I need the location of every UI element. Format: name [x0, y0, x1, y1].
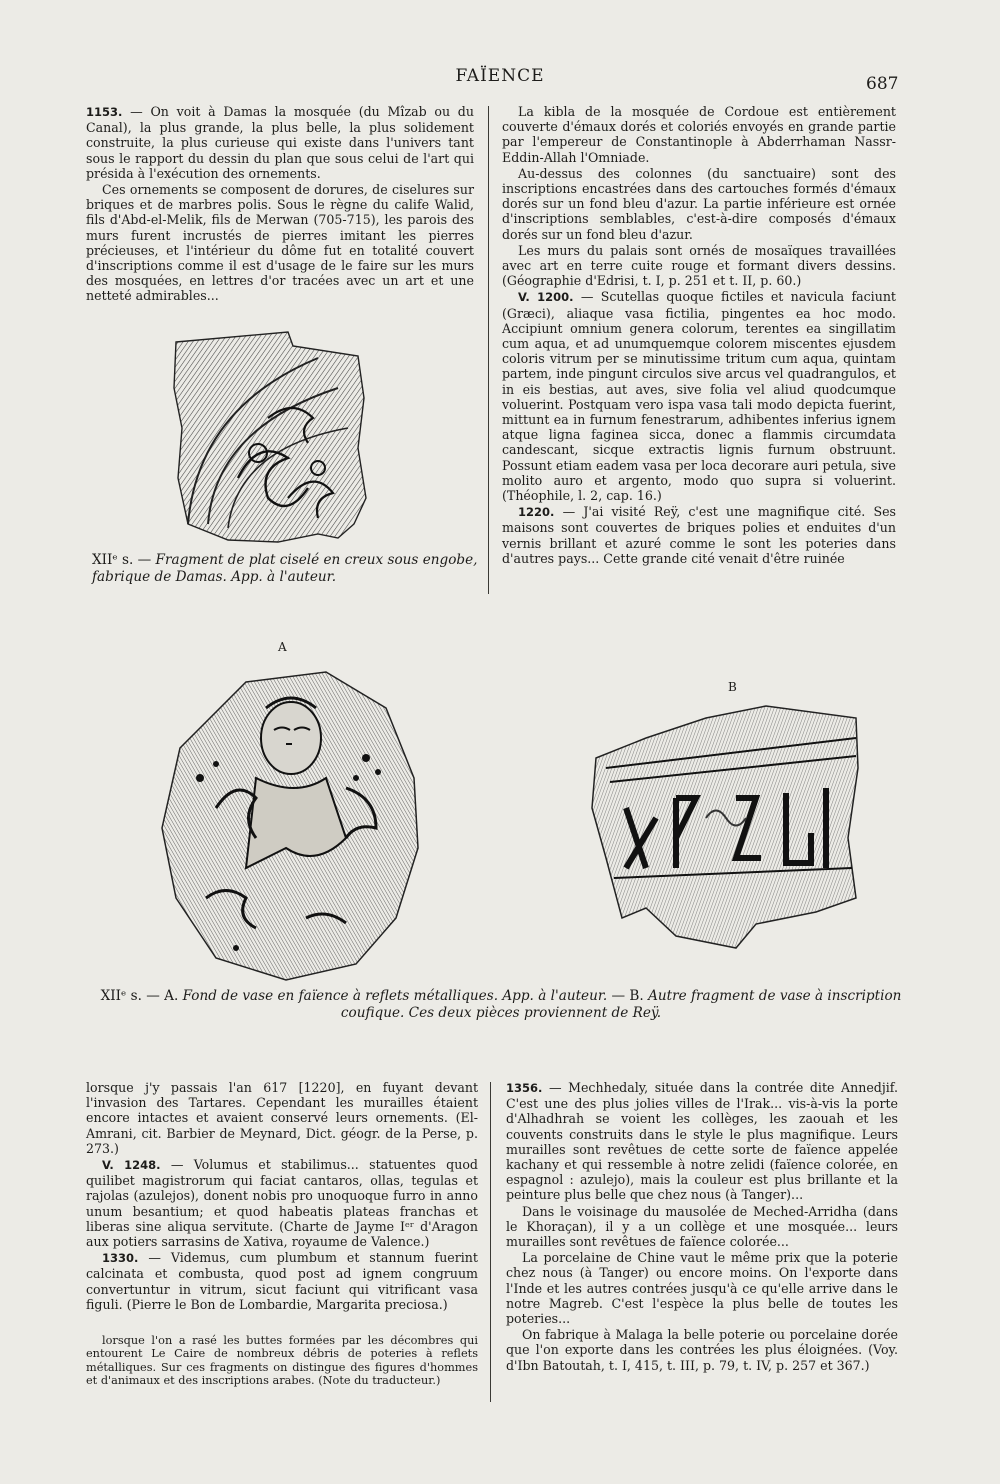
- footnote: lorsque l'on a rasé les buttes formées par les décombres qui entourent Le Caire de nombreux débris de poteries à reflets métalliques. Sur ces fragments on distingue des figures d'hommes et d'animaux et des inscriptions arabes. (Note du traducteur.): [86, 1334, 478, 1388]
- paragraph-mausolee: Dans le voisinage du mausolée de Meched-Arridha (dans le Khoraçan), il y a un collège et une mosquée... leurs murailles sont revêtues de faïence colorée...: [506, 1203, 898, 1250]
- paragraph-murs: Les murs du palais sont ornés de mosaïques travaillées avec art en terre cuite rouge et formant divers dessins. (Géographie d'Edrisi, t. I, p. 251 et t. II, p. 60.): [502, 242, 896, 289]
- top-right-column: [502, 104, 896, 567]
- bottom-left-column: [86, 1080, 478, 1313]
- paragraph-1220: 1220. — J'ai visité Reÿ, c'est une magnifique cité. Ses maisons sont couvertes de briques polies et enduites d'un vernis brillant et azuré comme le sont les poteries dans d'autres pays... Cette grande cité venait d'être ruinée: [502, 504, 896, 566]
- paragraph-ornements: Ces ornements se composent de dorures, de ciselures sur briques et de marbres polis. Sous le règne du calife Walid, fils d'Abd-el-Melik, fils de Merwan (705-715), les parois des murs furent incrustés de pierres imitant les pierres précieuses, et l'intérieur du dôme fut en totalité couvert d'inscriptions comme il est d'usage de le faire sur les murs des mosquées, en lettres d'or tracées avec un art et une netteté admirables...: [86, 182, 474, 304]
- paragraph-1330: 1330. — Videmus, cum plumbum et stannum fuerint calcinata et combusta, quod post ad ignem congruum convertuntur in vitrum, sicut faciunt qui vitrificant vasa figuli. (Pierre le Bon de Lombardie, Margarita preciosa.): [86, 1250, 478, 1312]
- paragraph-porcelaine: La porcelaine de Chine vaut le même prix que la poterie chez nous (à Tanger) ou encore moins. On l'exporte dans l'Inde et les autres contrées jusqu'à ce qu'elle arrive dans le notre Magreb. C'est l'espèce la plus belle de toutes les poteries...: [506, 1250, 898, 1327]
- fond-de-vase-illustration: [156, 668, 424, 984]
- paragraph-1248: V. 1248. — Volumus et stabilimus... statuentes quod quilibet magistrorum qui faciat cantaros, ollas, tegulas et rajolas (azulejos), donent nobis pro unoquoque furro in anno unum besantium; et quod habeatis plateas franchas et liberas sine aliqua servitute. (Charte de Jayme Iᵉʳ d'Aragon aux potiers sarrasins de Xativa, royaume de Valence.): [86, 1157, 478, 1250]
- fragment-coufique-illustration: [586, 698, 872, 960]
- paragraph-1200: V. 1200. — Scutellas quoque fictiles et navicula faciunt (Græci), aliaque vasa fictilia, pingentes ea hoc modo. Accipiunt omnium genera colorum, terentes ea singillatim cum aqua, et ad unumquemque colorem miscentes ejusdem coloris vitrum per se minutissime tritum cum aqua, quintam partem, inde pingunt circulos sive arcus vel quadrangulos, et in eis bestias, aut aves, sive folia vel aliud quodcumque voluerint. Postquam vero ispa vasa tali modo depicta fuerint, mittunt ea in furnum fenestrarum, adhibentes inferius ignem atque ligna faginea sicca, donec a flammis circumdata candescant, sicque extractis lignis furnum obstruunt. Possunt etiam eadem vasa per loca decorare auri petula, sive molito auro et argento, modo quo supra si voluerint. (Théophile, l. 2, cap. 16.): [502, 289, 896, 504]
- paragraph-kibla: La kibla de la mosquée de Cordoue est entièrement couverte d'émaux dorés et coloriés envoyés en grande partie par l'empereur de Constantinople à Abderrhaman Nassr-Eddin-Allah l'Omniade.: [502, 104, 896, 165]
- figure1-caption: XIIᵉ s. — Fragment de plat ciselé en creux sous engobe, fabrique de Damas. App. à l'auteur.: [92, 552, 478, 585]
- paragraph-1153: 1153. — On voit à Damas la mosquée (du Mîzab ou du Canal), la plus grande, la plus belle, la plus solidement construite, la plus curieuse qui existe dans l'univers tant sous le rapport du dessin du plan que sous celui de l'art qui présida à l'exécution des ornements.: [86, 104, 474, 181]
- figure-label-a: A: [278, 640, 287, 654]
- paragraph-colonnes: Au-dessus des colonnes (du sanctuaire) sont des inscriptions encastrées dans des cartouches formés d'émaux dorés sur un fond bleu d'azur. La partie inférieure est ornée d'inscriptions semblables, c'est-à-dire composés d'émaux dorés sur un fond bleu d'azur.: [502, 165, 896, 242]
- paragraph-1356: 1356. — Mechhedaly, située dans la contrée dite Annedjif. C'est une des plus jolies villes de l'Irak... vis-à-vis la porte d'Alhadhrah se voient les collèges, les zaouah et les couvents construits dans le style le plus magnifique. Leurs murailles sont revêtues de cette sorte de faïence appelée kachany et qui ressemble à notre zelidi (faïence colorée, en espagnol : azulejo), mais la couleur est plus brillante et la peinture plus belle que chez nous (à Tanger)...: [506, 1080, 898, 1203]
- fragment-plat-illustration: [168, 328, 380, 548]
- paragraph-invasion: lorsque j'y passais l'an 617 [1220], en fuyant devant l'invasion des Tartares. Cependant les murailles étaient encore intactes et avaient conservé leurs ornements. (El-Amrani, cit. Barbier de Meynard, Dict. géogr. de la Perse, p. 273.): [86, 1080, 478, 1156]
- figure-label-b: B: [728, 680, 737, 694]
- paragraph-malaga: On fabrique à Malaga la belle poterie ou porcelaine dorée que l'on exporte dans les contrées les plus éloignées. (Voy. d'Ibn Batoutah, t. I, 415, t. III, p. 79, t. IV, p. 257 et 367.): [506, 1327, 898, 1373]
- column-rule-top: [488, 106, 489, 594]
- running-title: FAÏENCE: [455, 66, 545, 86]
- top-left-column: [86, 104, 474, 305]
- bottom-right-column: [506, 1080, 898, 1374]
- figure2-caption: XIIᵉ s. — A. Fond de vase en faïence à reflets métalliques. App. à l'auteur. — B. Autre fragment de vase à inscription coufique. Ces deux pièces proviennent de Reÿ.: [100, 988, 902, 1021]
- page-number: 687: [866, 74, 899, 94]
- column-rule-bottom: [490, 1082, 491, 1402]
